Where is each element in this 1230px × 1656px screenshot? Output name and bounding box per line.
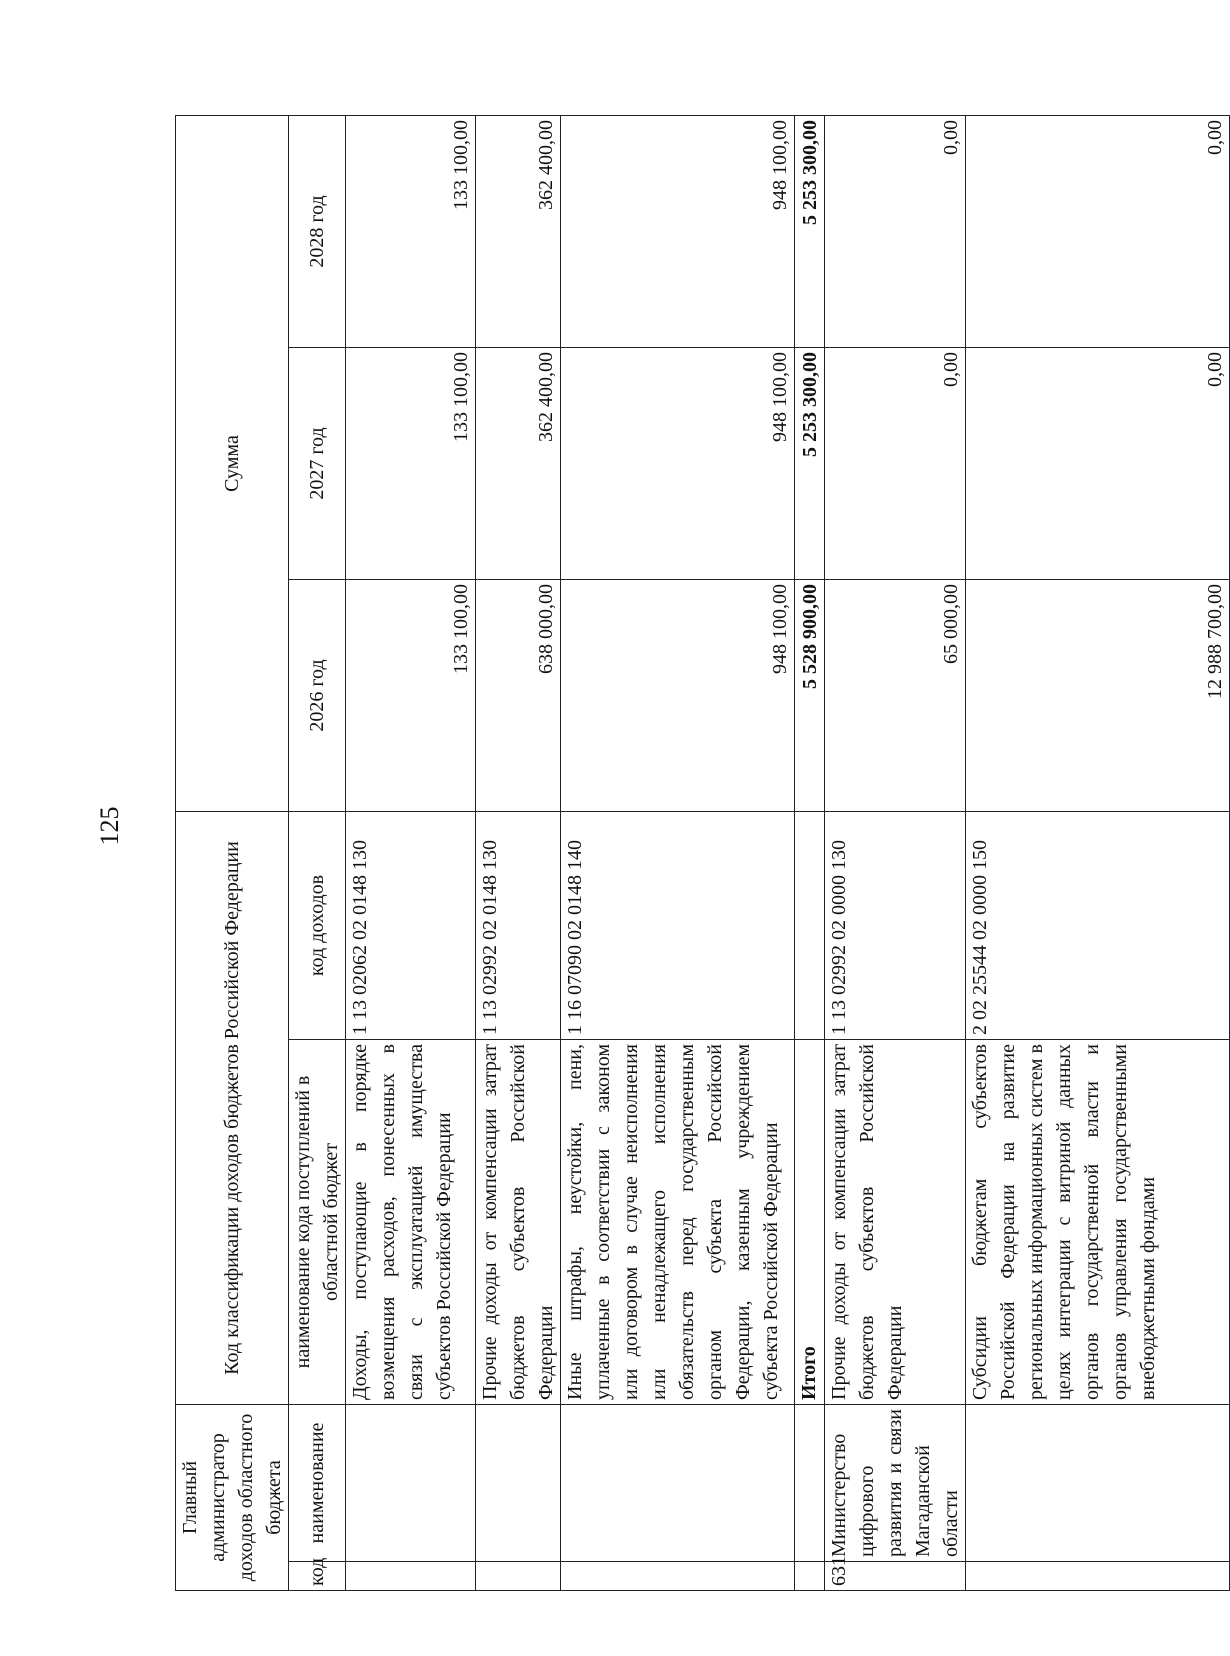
header-code-group: Код классификации доходов бюджетов Российской Федерации	[176, 812, 289, 1405]
header-row-group	[176, 115, 289, 1590]
income-code-cell: 1 13 02062 02 0148 130	[346, 812, 476, 1040]
total-label: Итого	[795, 1040, 825, 1405]
table-row	[476, 115, 561, 1590]
amount-2026-cell: 948 100,00	[561, 580, 795, 812]
header-income-name: наименование кода поступлений в областной бюджет	[289, 1040, 346, 1405]
income-code-cell: 1 13 02992 02 0000 130	[825, 812, 966, 1040]
header-admin-group: Главный администратор доходов областного бюджета	[176, 1405, 289, 1591]
budget-income-table	[175, 115, 1230, 1591]
income-code-cell: 2 02 25544 02 0000 150	[966, 812, 1230, 1040]
amount-2027-cell: 133 100,00	[346, 348, 476, 580]
total-2026-cell: 5 528 900,00	[795, 580, 825, 812]
income-name-cell: Прочие доходы от компенсации затрат бюджетов субъектов Российской Федерации	[476, 1040, 561, 1405]
amount-2027-cell: 0,00	[966, 348, 1230, 580]
income-code-cell: 1 16 07090 02 0148 140	[561, 812, 795, 1040]
amount-2027-cell: 362 400,00	[476, 348, 561, 580]
amount-2026-cell: 65 000,00	[825, 580, 966, 812]
income-code-cell	[795, 812, 825, 1040]
amount-2026-cell: 638 000,00	[476, 580, 561, 812]
admin-code-cell	[346, 1562, 476, 1591]
admin-name-cell	[476, 1405, 561, 1562]
amount-2026-cell: 133 100,00	[346, 580, 476, 812]
header-admin-code: код	[289, 1562, 346, 1591]
header-sum-group: Сумма	[176, 115, 289, 811]
income-name-cell: Доходы, поступающие в порядке возмещения расходов, понесенных в связи с эксплуатацией имущества субъектов Российской Федерации	[346, 1040, 476, 1405]
total-2028-cell: 5 253 300,00	[795, 115, 825, 347]
admin-code-cell	[795, 1562, 825, 1591]
table-row	[966, 115, 1230, 1590]
income-code-cell: 1 13 02992 02 0148 130	[476, 812, 561, 1040]
admin-code-cell	[561, 1562, 795, 1591]
amount-2028-cell: 0,00	[966, 115, 1230, 347]
table-row	[346, 115, 476, 1590]
header-year-2027: 2027 год	[289, 348, 346, 580]
admin-name-cell	[795, 1405, 825, 1562]
amount-2028-cell: 948 100,00	[561, 115, 795, 347]
income-name-cell: Прочие доходы от компенсации затрат бюджетов субъектов Российской Федерации	[825, 1040, 966, 1405]
total-row	[795, 115, 825, 1590]
header-year-2026: 2026 год	[289, 580, 346, 812]
amount-2028-cell: 0,00	[825, 115, 966, 347]
header-income-code: код доходов	[289, 812, 346, 1040]
header-row-columns	[289, 115, 346, 1590]
admin-name-cell	[346, 1405, 476, 1562]
admin-code-cell	[476, 1562, 561, 1591]
income-name-cell: Субсидии бюджетам субъектов Российской Федерации на развитие региональных информационных систем в целях интеграции с витриной данных органов государственной власти и органов управления государственными внебюджетными фондами	[966, 1040, 1230, 1405]
table-row	[561, 115, 795, 1590]
amount-2027-cell: 0,00	[825, 348, 966, 580]
total-2027-cell: 5 253 300,00	[795, 348, 825, 580]
admin-name-cell	[966, 1405, 1230, 1562]
admin-code-cell: 631	[825, 1562, 966, 1591]
admin-name-cell	[561, 1405, 795, 1562]
header-year-2028: 2028 год	[289, 115, 346, 347]
header-admin-name: наименование	[289, 1405, 346, 1562]
admin-code-cell	[966, 1562, 1230, 1591]
table-row	[825, 115, 966, 1590]
amount-2026-cell: 12 988 700,00	[966, 580, 1230, 812]
amount-2028-cell: 362 400,00	[476, 115, 561, 347]
admin-name-cell: Министерство цифрового развития и связи Магаданской области	[825, 1405, 966, 1562]
rotated-table-container	[175, 116, 1226, 1591]
amount-2028-cell: 133 100,00	[346, 115, 476, 347]
amount-2027-cell: 948 100,00	[561, 348, 795, 580]
page-number: 125	[95, 806, 124, 846]
income-name-cell: Иные штрафы, неустойки, пени, уплаченные в соответствии с законом или договором в случае неисполнения или ненадлежащего исполнения обязательств перед государственным органом субъекта Российской Федерации, казенным учреждением субъекта Российской Федерации	[561, 1040, 795, 1405]
